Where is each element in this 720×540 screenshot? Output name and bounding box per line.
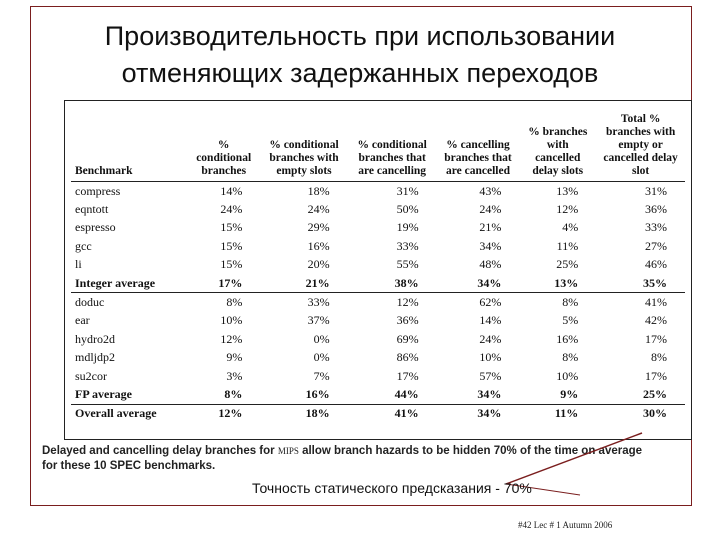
- value-cell: 0%: [313, 331, 330, 346]
- title-line-1: Производительность при использовании: [104, 21, 616, 51]
- value-cell: 41%: [348, 404, 437, 423]
- value-cell: 24%: [220, 202, 243, 217]
- benchmark-name-cell: eqntott: [75, 202, 109, 217]
- accuracy-note: Точность статического предсказания - 70%: [252, 480, 532, 496]
- value-cell: 18%: [260, 404, 347, 423]
- value-cell: 69%: [396, 331, 419, 346]
- value-cell: 9%: [226, 350, 243, 365]
- value-cell: 62%: [479, 295, 502, 310]
- value-cell: 50%: [396, 202, 419, 217]
- value-cell: 11%: [519, 404, 596, 423]
- value-cell: 14%: [479, 313, 502, 328]
- value-cell: 34%: [479, 238, 502, 253]
- value-cell: 12%: [556, 202, 579, 217]
- value-cell: 30%: [596, 404, 685, 423]
- value-cell: 16%: [307, 238, 330, 253]
- value-cell: 13%: [556, 183, 579, 198]
- value-cell: 33%: [307, 295, 330, 310]
- benchmark-name-cell: compress: [75, 183, 121, 198]
- value-cell: 24%: [479, 202, 502, 217]
- value-cell: 44%: [394, 386, 419, 401]
- caption-part-2: allow branch hazards to be hidden 70% of the time on average: [302, 445, 643, 457]
- value-cell: 10%: [220, 313, 243, 328]
- value-cell: 34%: [437, 274, 520, 293]
- value-cell: 12%: [396, 295, 419, 310]
- value-cell: 35%: [596, 274, 685, 293]
- value-cell: 3%: [226, 368, 243, 383]
- value-cell: 12%: [187, 404, 260, 423]
- value-cell: 43%: [479, 183, 502, 198]
- value-cell: 31%: [645, 183, 667, 198]
- value-cell: 17%: [396, 368, 419, 383]
- header-cancelled: % cancelling branches that are cancelled: [437, 105, 520, 182]
- value-cell: 13%: [519, 274, 596, 293]
- benchmark-name-cell: hydro2d: [75, 331, 115, 346]
- value-cell: 29%: [307, 220, 330, 235]
- benchmark-name-cell: espresso: [75, 220, 116, 235]
- value-cell: 41%: [645, 295, 667, 310]
- value-cell: 19%: [396, 220, 419, 235]
- value-cell: 33%: [645, 220, 667, 235]
- value-cell: 86%: [396, 350, 419, 365]
- value-cell: 15%: [220, 220, 243, 235]
- value-cell: 57%: [479, 368, 502, 383]
- value-cell: 16%: [556, 331, 579, 346]
- value-cell: 12%: [220, 331, 243, 346]
- benchmark-name-cell: gcc: [75, 238, 92, 253]
- benchmark-name-cell: Overall average: [71, 404, 187, 423]
- value-cell: 46%: [645, 257, 667, 272]
- value-cell: 9%: [560, 386, 579, 401]
- value-cell: 36%: [645, 202, 667, 217]
- value-cell: 0%: [313, 350, 330, 365]
- value-cell: 10%: [479, 350, 502, 365]
- value-cell: 48%: [479, 257, 502, 272]
- value-cell: 15%: [220, 238, 243, 253]
- value-cell: 42%: [645, 313, 667, 328]
- header-cancelling: % conditional branches that are cancelling: [348, 105, 437, 182]
- value-cell: 17%: [187, 274, 260, 293]
- value-cell: 27%: [645, 238, 667, 253]
- value-cell: 31%: [396, 183, 419, 198]
- value-cell: 37%: [307, 313, 330, 328]
- title-line-2: отменяющих задержанных переходов: [121, 58, 599, 88]
- value-cell: 4%: [562, 220, 579, 235]
- value-cell: 16%: [305, 386, 330, 401]
- value-cell: 34%: [437, 404, 520, 423]
- value-cell: 38%: [348, 274, 437, 293]
- value-cell: 24%: [307, 202, 330, 217]
- value-cell: 18%: [307, 183, 330, 198]
- value-cell: 33%: [396, 238, 419, 253]
- value-cell: 17%: [645, 368, 667, 383]
- value-cell: 8%: [562, 295, 579, 310]
- benchmark-name-cell: li: [75, 257, 82, 272]
- value-cell: 20%: [307, 257, 330, 272]
- value-cell: 5%: [562, 313, 579, 328]
- header-pct-conditional: % conditional branches: [187, 105, 260, 182]
- value-cell: 21%: [260, 274, 347, 293]
- value-cell: 34%: [477, 386, 502, 401]
- value-cell: 21%: [479, 220, 502, 235]
- header-benchmark: Benchmark: [71, 105, 187, 182]
- benchmark-name-cell: ear: [75, 313, 90, 328]
- value-cell: 8%: [224, 386, 243, 401]
- value-cell: 8%: [651, 350, 667, 365]
- header-total-empty-or-cancelled: Total % branches with empty or cancelled delay slot: [596, 105, 685, 182]
- benchmark-name-cell: su2cor: [75, 368, 107, 383]
- benchmark-name-cell: FP average: [75, 386, 132, 401]
- value-cell: 24%: [479, 331, 502, 346]
- benchmark-name-cell: doduc: [75, 295, 105, 310]
- value-cell: 36%: [396, 313, 419, 328]
- benchmark-name-cell: Integer average: [71, 274, 187, 293]
- value-cell: 11%: [556, 238, 579, 253]
- value-cell: 14%: [220, 183, 243, 198]
- value-cell: 7%: [313, 368, 330, 383]
- caption-mips: MIPS: [277, 446, 299, 456]
- caption-part-1: Delayed and cancelling delay branches for: [42, 445, 275, 457]
- callout-line: [506, 433, 642, 484]
- value-cell: 25%: [643, 386, 667, 401]
- value-cell: 8%: [562, 350, 579, 365]
- value-cell: 15%: [220, 257, 243, 272]
- header-empty-slots: % conditional branches with empty slots: [260, 105, 347, 182]
- value-cell: 10%: [556, 368, 579, 383]
- caption-line-2: for these 10 SPEC benchmarks.: [42, 460, 216, 472]
- value-cell: 8%: [226, 295, 243, 310]
- value-cell: 25%: [556, 257, 579, 272]
- value-cell: 55%: [396, 257, 419, 272]
- value-cell: 17%: [645, 331, 667, 346]
- benchmark-name-cell: mdljdp2: [75, 350, 116, 365]
- header-cancelled-delay-slots: % branches with cancelled delay slots: [519, 105, 596, 182]
- slide-footer: #42 Lec # 1 Autumn 2006: [518, 520, 613, 530]
